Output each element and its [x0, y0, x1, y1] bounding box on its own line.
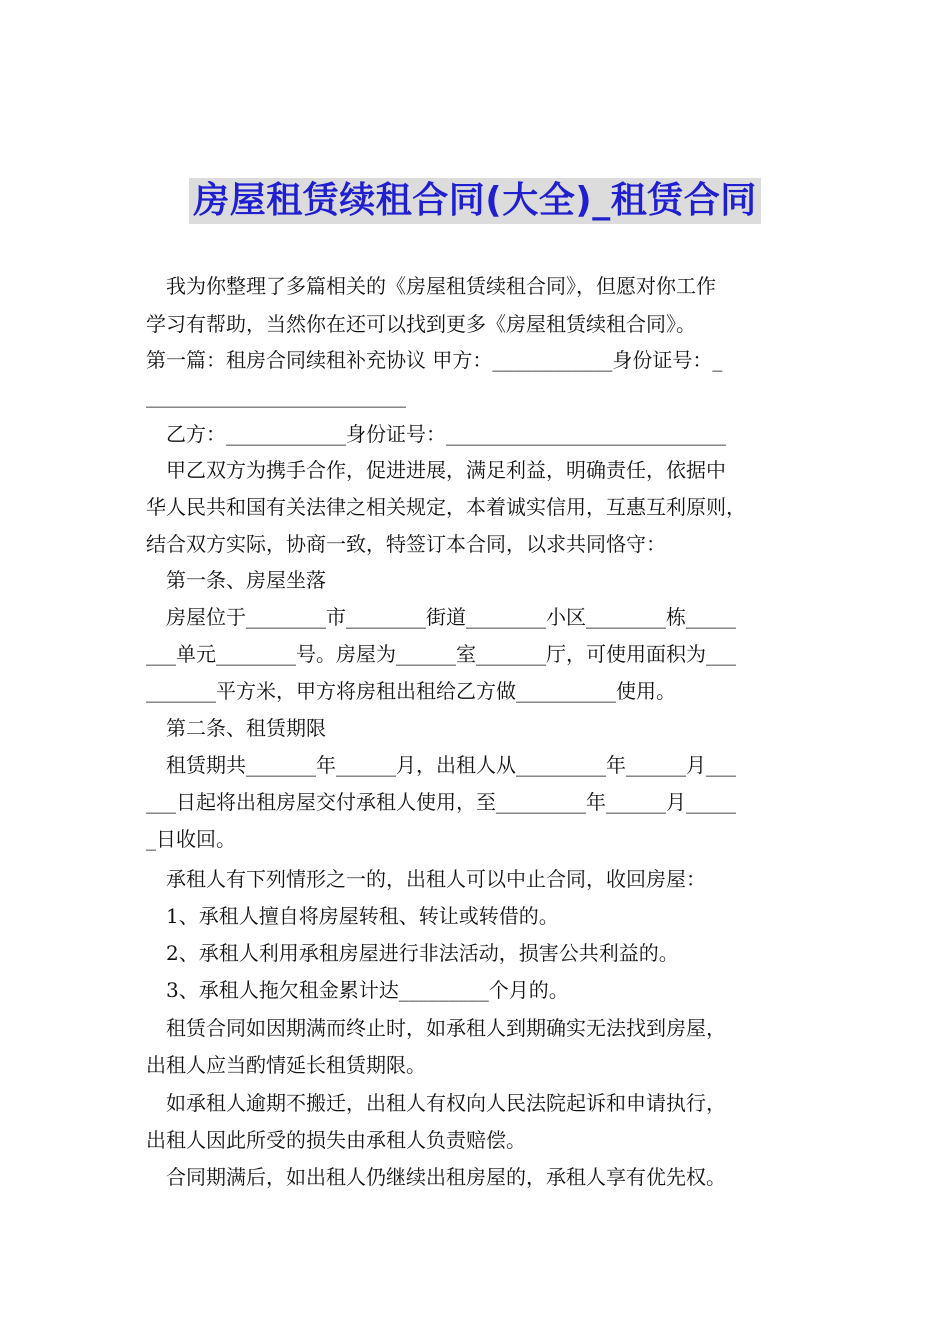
document-title: 房屋租赁续租合同(大全)_租赁合同 [189, 178, 760, 224]
paragraph-line: 租赁合同如因期满而终止时，如承租人到期确实无法找到房屋， [166, 1016, 726, 1040]
paragraph-line: 合同期满后，如出租人仍继续出租房屋的，承租人享有优先权。 [166, 1165, 726, 1189]
paragraph-line: 租赁期共_______年______月，出租人从_________年______月___ [166, 753, 736, 777]
paragraph-line: 学习有帮助，当然你在还可以找到更多《房屋租赁续租合同》。 [146, 312, 696, 336]
list-item: 1、承租人擅自将房屋转租、转让或转借的。 [166, 904, 559, 928]
paragraph-line: _______平方米，甲方将房租出租给乙方做__________使用。 [146, 679, 676, 703]
paragraph-line: 出租人应当酌情延长租赁期限。 [146, 1053, 426, 1077]
paragraph-line: __________________________ [146, 384, 406, 408]
paragraph-line: ___日起将出租房屋交付承租人使用，至_________年______月_____ [146, 790, 736, 814]
paragraph-line: 出租人因此所受的损失由承租人负责赔偿。 [146, 1128, 526, 1152]
paragraph-line: 华人民共和国有关法律之相关规定，本着诚实信用，互惠互利原则， [146, 495, 746, 519]
paragraph-line: 结合双方实际，协商一致，特签订本合同，以求共同恪守： [146, 532, 666, 556]
paragraph-line: 如承租人逾期不搬迁，出租人有权向人民法院起诉和申请执行， [166, 1091, 726, 1115]
paragraph-line: 我为你整理了多篇相关的《房屋租赁续租合同》，但愿对你工作 [166, 274, 716, 298]
paragraph-line: 房屋位于________市________街道________小区________栋_____ [166, 605, 736, 629]
paragraph-line: 甲乙双方为携手合作，促进进展，满足利益，明确责任，依据中 [166, 458, 726, 482]
section-heading: 第一条、房屋坐落 [166, 568, 326, 592]
section-heading: 第二条、租赁期限 [166, 716, 326, 740]
paragraph-line: 承租人有下列情形之一的，出租人可以中止合同，收回房屋： [166, 867, 706, 891]
paragraph-line: 乙方：____________身份证号：____________________________ [166, 422, 726, 446]
paragraph-line: ___单元________号。房屋为______室_______厅，可使用面积为___ [146, 642, 736, 666]
paragraph-line: 第一篇：租房合同续租补充协议 甲方：____________身份证号：_ [146, 348, 723, 372]
paragraph-line: _日收回。 [146, 827, 236, 851]
list-item: 3、承租人拖欠租金累计达_________个月的。 [166, 978, 569, 1002]
title-container [0, 178, 950, 224]
list-item: 2、承租人利用承租房屋进行非法活动，损害公共利益的。 [166, 941, 679, 965]
